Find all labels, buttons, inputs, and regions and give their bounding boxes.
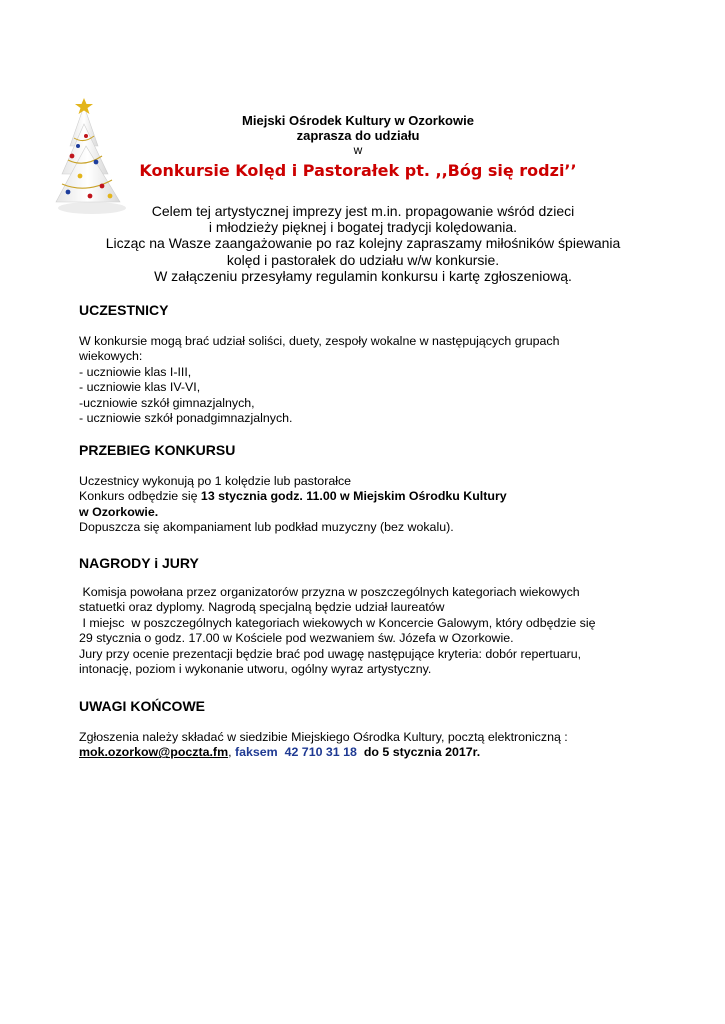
- email-link[interactable]: mok.ozorkow@poczta.fm: [79, 745, 229, 760]
- body-line: [79, 505, 649, 520]
- section-heading-nagrody: NAGRODY i JURY: [79, 555, 199, 571]
- body-line: 29 stycznia o godz. 17.00 w Kościele pod wezwaniem św. Józefa w Ozorkowie.: [79, 631, 514, 646]
- section-heading-przebieg: PRZEBIEG KONKURSU: [79, 442, 236, 458]
- body-line: wiekowych:: [79, 349, 143, 364]
- deadline: do 5 stycznia 2017r.: [356, 745, 481, 760]
- separator: ,: [228, 745, 235, 760]
- body-line: Dopuszcza się akompaniament lub podkład muzyczny (bez wokalu).: [79, 520, 454, 535]
- date-location: 13 stycznia godz. 11.00 w Miejskim Ośrodku Kultury: [200, 489, 507, 504]
- invitation-header: [130, 113, 586, 181]
- section-heading-uwagi: UWAGI KOŃCOWE: [79, 698, 205, 714]
- body-line: statuetki oraz dyplomy. Nagrodą specjalną będzie udział laureatów: [79, 600, 445, 615]
- body-line: W konkursie mogą brać udział soliści, duety, zespoły wokalne w następujących grupach: [79, 334, 560, 348]
- organizer-name: Miejski Ośrodek Kultury w Ozorkowie: [242, 113, 474, 128]
- body-line: [79, 489, 649, 504]
- section-heading-uczestnicy: UCZESTNICY: [79, 302, 169, 318]
- list-item: - uczniowie szkół ponadgimnazjalnych.: [79, 411, 293, 426]
- intro-line: W załączeniu przesyłamy regulamin konkursu i kartę zgłoszeniową.: [154, 267, 572, 284]
- intro-paragraph: [60, 203, 666, 284]
- list-item: -uczniowie szkół gimnazjalnych,: [79, 395, 255, 410]
- body-line: Komisja powołana przez organizatorów przyzna w poszczególnych kategoriach wiekowych: [79, 585, 580, 599]
- intro-line: Celem tej artystycznej imprezy jest m.in. propagowanie wśród dzieci: [151, 203, 575, 219]
- contest-title: Konkursie Kolęd i Pastorałek pt. ,,Bóg się rodzi’’: [139, 161, 577, 180]
- christmas-tree-icon: [50, 96, 130, 218]
- intro-line: Licząc na Wasze zaangażowanie po raz kolejny zapraszamy miłośników śpiewania: [105, 235, 621, 252]
- in-line: w: [353, 143, 363, 157]
- nagrody-body: [79, 585, 679, 677]
- list-item: - uczniowie klas IV-VI,: [79, 380, 201, 395]
- body-line: Zgłoszenia należy składać w siedzibie Miejskiego Ośrodka Kultury, pocztą elektroniczną :: [79, 730, 568, 744]
- body-line: intonację, poziom i wykonanie utworu, ogólny wyraz artystyczny.: [79, 662, 432, 677]
- location-city: w Ozorkowie.: [79, 504, 159, 519]
- list-item: - uczniowie klas I-III,: [79, 364, 192, 379]
- fax-number: faksem 42 710 31 18: [234, 745, 357, 760]
- body-line: Uczestnicy wykonują po 1 kolędzie lub pastorałce: [79, 474, 352, 488]
- intro-line: i młodzieży pięknej i bogatej tradycji kolędowania.: [208, 219, 518, 236]
- body-line: Jury przy ocenie prezentacji będzie brać pod uwagę następujące kryteria: dobór repertuaru,: [79, 646, 582, 661]
- uczestnicy-body: [79, 334, 649, 426]
- body-line: I miejsc w poszczególnych kategoriach wiekowych w Koncercie Galowym, który odbędzie się: [79, 615, 596, 630]
- contact-line: [79, 745, 679, 760]
- przebieg-body: [79, 474, 649, 536]
- date-prefix: Konkurs odbędzie się: [79, 489, 201, 504]
- uwagi-body: [79, 730, 679, 761]
- intro-line: kolęd i pastorałek do udziału w/w konkursie.: [226, 251, 500, 268]
- invite-line: zaprasza do udziału: [296, 128, 420, 143]
